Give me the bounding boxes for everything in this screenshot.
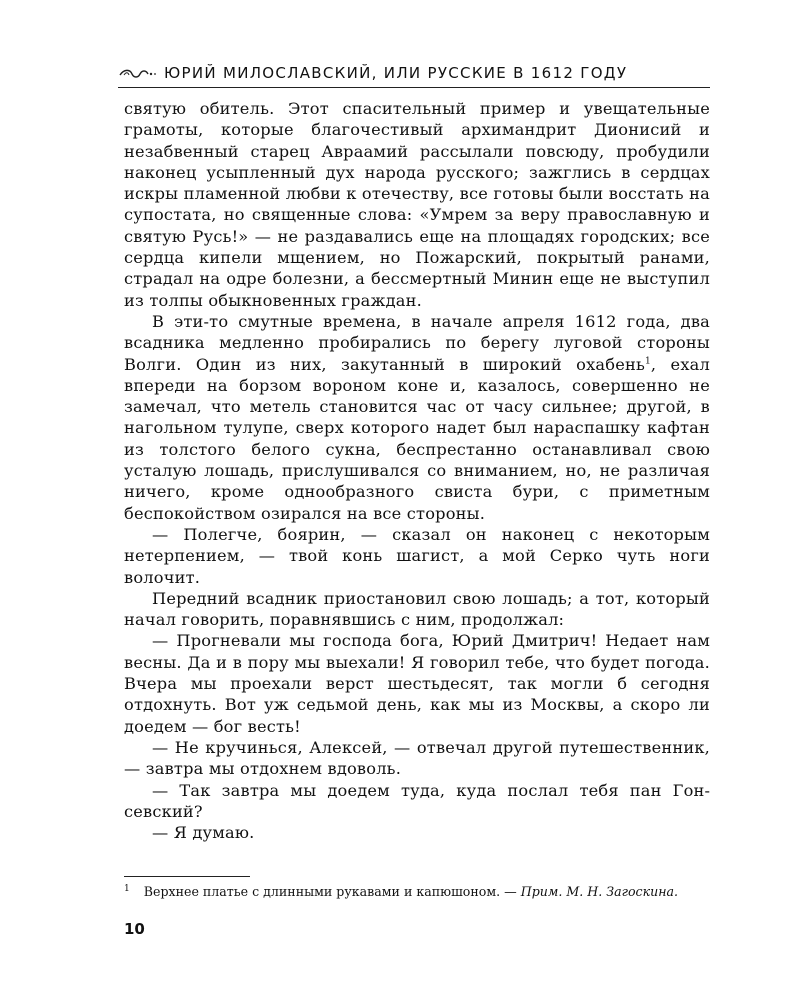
flourish-ornament-icon [118,66,158,82]
running-header [118,60,710,90]
footnote-rule [124,876,250,877]
body-text [124,98,710,843]
footnote [124,879,710,902]
header-title: ЮРИЙ МИЛОСЛАВСКИЙ, ИЛИ РУССКИЕ В 1612 ГОДУ [164,64,628,82]
paragraph-text: В эти-то смутные времена, в начале апреля 1612 года, два всадника медленно пробирались по берегу луговой стороны Волги. Один из них, закутанный в широкий охабень [124,311,710,374]
paragraph: — Так завтра мы доедем туда, куда послал тебя пан Гонсевский? [124,780,710,821]
footnote-number: 1 [124,884,130,894]
page-number: 10 [124,920,145,938]
header-rule [118,87,710,88]
paragraph-text: , ехал впереди на борзом вороном коне и, казалось, совершенно не замечал, что метель становится час от часу сильнее; другой, в нагольном тулупе, сверх которого надет был нараспашку кафтан из толстого белого сукна, беспрестанно останавливал свою усталую лошадь, прислушивался со вниманием, но, не различая ничего, кроме однообразного свиста бури, с приметным беспокойством озирался на все стороны. [124,354,710,523]
paragraph: — Полегче, боярин, — сказал он наконец с некоторым нетерпением, — твой конь шагист, а мой Серко чуть ноги волочит. [124,524,710,587]
footnote-marker[interactable]: 1 [644,356,651,367]
paragraph: Передний всадник приостановил свою лошадь; а тот, который начал говорить, поравнявшись с ним, продолжал: [124,588,710,630]
paragraph [124,311,710,524]
paragraph: — Не кручинься, Алексей, — отвечал другой путешественник, — завтра мы отдохнем вдоволь. [124,737,710,779]
paragraph: — Прогневали мы господа бога, Юрий Дмитрич! Недает нам весны. Да и в пору мы выехали! Я говорил тебе, что будет погода. Вчера мы проехали верст шестьдесят, так могли б сегодня отдохнуть. Вот уж седьмой день, как мы из Москвы, а скоро ли доедем — бог весть! [124,631,710,736]
footnote-text: Верхнее платье с длинными рукавами и капюшоном. — [143,884,517,900]
footnote-attribution: Прим. М. Н. Загоскина. [520,884,679,900]
paragraph: — Я думаю. [152,823,255,843]
paragraph: святую обитель. Этот спасительный пример и увещательные грамоты, которые благочестивый архимандрит Дионисий и незабвенный старец Авраамий рассылали повсюду, пробудили наконец усыпленный дух народа русского; зажглись в сердцах искры пламенной любви к отечеству, все готовы были восстать на супостата, но священные слова: «Умрем за веру православную и святую Русь!» — не раздавались еще на площадях городских; все сердца кипели мщением, но Пожарский, покрытый ранами, страдал на одре болезни, а бессмертный Минин еще не выступил из толпы обыкновенных граждан. [124,99,710,310]
